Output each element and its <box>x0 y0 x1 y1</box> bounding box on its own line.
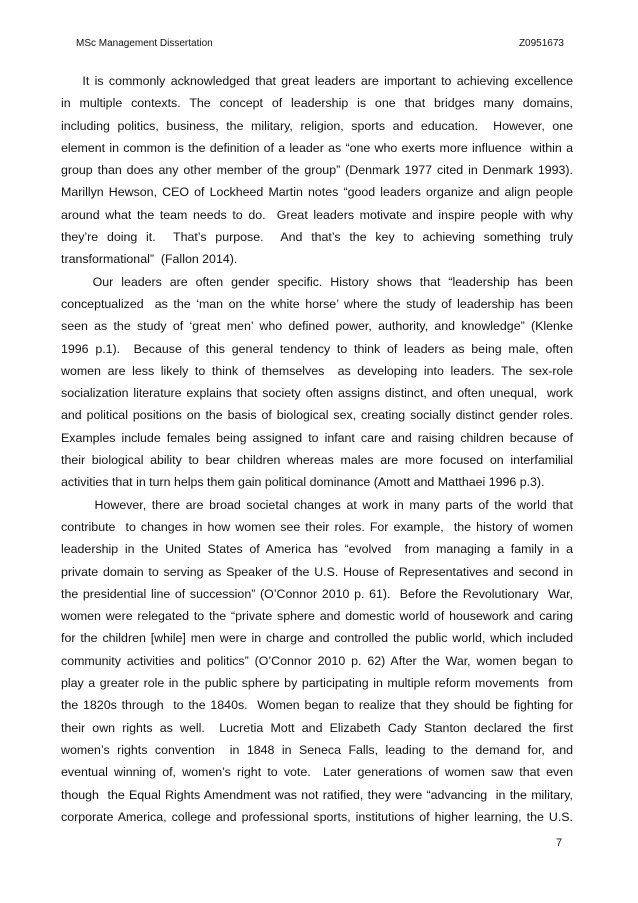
text-line: their own rights as well. Lucretia Mott and Elizabeth Cady Stanton declared the first <box>61 720 573 735</box>
text-line: seen as the study of ‘great men’ who defined power, authority, and knowledge” (Klenke <box>61 319 573 334</box>
text-line: conceptualized as the ‘man on the white horse’ where the study of leadership has been <box>61 296 573 311</box>
text-line: community activities and politics” (O’Connor 2010 p. 62) After the War, women began to <box>61 653 573 668</box>
text-line: element in common is the definition of a leader as “one who exerts more influence within a <box>61 140 573 155</box>
header-student-id: Z0951673 <box>518 38 564 49</box>
text-line: group than does any other member of the group” (Denmark 1977 cited in Denmark 1993). <box>61 163 573 178</box>
text-line: However, there are broad societal changes at work in many parts of the world that <box>61 497 573 512</box>
text-line: women were relegated to the “private sphere and domestic world of housework and caring <box>61 609 573 624</box>
text-line: though the Equal Rights Amendment was not ratified, they were “advancing in the military, <box>61 787 573 802</box>
text-line: contribute to changes in how women see their roles. For example, the history of women <box>61 519 573 534</box>
text-line: around what the team needs to do. Great leaders motivate and inspire people with why <box>61 207 573 222</box>
document-body <box>61 70 573 828</box>
text-line: for the children [while] men were in charge and controlled the public world, which included <box>61 631 573 646</box>
text-line: they’re doing it. That’s purpose. And that’s the key to achieving something truly <box>61 230 573 245</box>
text-line: Marillyn Hewson, CEO of Lockheed Martin notes “good leaders organize and align people <box>61 185 573 200</box>
header-title: MSc Management Dissertation <box>76 38 213 49</box>
paragraph-1 <box>61 70 573 271</box>
page-number: 7 <box>556 837 563 849</box>
text-line: the 1820s through to the 1840s. Women began to realize that they should be fighting for <box>61 698 573 713</box>
text-line: Our leaders are often gender specific. History shows that “leadership has been <box>61 274 573 289</box>
text-line: the presidential line of succession” (O’Connor 2010 p. 61). Before the Revolutionary War, <box>61 586 573 601</box>
text-line: private domain to serving as Speaker of the U.S. House of Representatives and second in <box>61 564 573 579</box>
text-line: women are less likely to think of themselves as developing into leaders. The sex-role <box>61 363 573 378</box>
page-header <box>76 38 564 49</box>
text-line: in multiple contexts. The concept of leadership is one that bridges many domains, <box>61 96 573 111</box>
text-line: transformational” (Fallon 2014). <box>61 252 238 267</box>
text-line: It is commonly acknowledged that great leaders are important to achieving excellence <box>61 74 573 88</box>
text-line: including politics, business, the military, religion, sports and education. However, one <box>61 118 573 133</box>
text-line: corporate America, college and professional sports, institutions of higher learning, the U.S. <box>61 809 573 824</box>
text-line: their biological ability to bear children whereas males are more focused on interfamilial <box>61 453 573 468</box>
text-line: Examples include females being assigned to infant care and raising children because of <box>61 430 573 445</box>
paragraph-3 <box>61 494 573 828</box>
text-line: 1996 p.1). Because of this general tendency to think of leaders as being male, often <box>61 341 573 356</box>
text-line: leadership in the United States of America has “evolved from managing a family in a <box>61 542 573 557</box>
text-line: play a greater role in the public sphere by participating in multiple reform movements from <box>61 676 573 691</box>
text-line: eventual winning of, women’s right to vote. Later generations of women saw that even <box>61 765 573 780</box>
text-line: and political positions on the basis of biological sex, creating socially distinct gender roles. <box>61 408 573 423</box>
text-line: activities that in turn helps them gain political dominance (Amott and Matthaei 1996 p.3). <box>61 475 545 490</box>
text-line: women’s rights convention in 1848 in Seneca Falls, leading to the demand for, and <box>61 742 573 757</box>
paragraph-2 <box>61 271 573 494</box>
text-line: socialization literature explains that society often assigns distinct, and often unequal, work <box>61 386 573 401</box>
